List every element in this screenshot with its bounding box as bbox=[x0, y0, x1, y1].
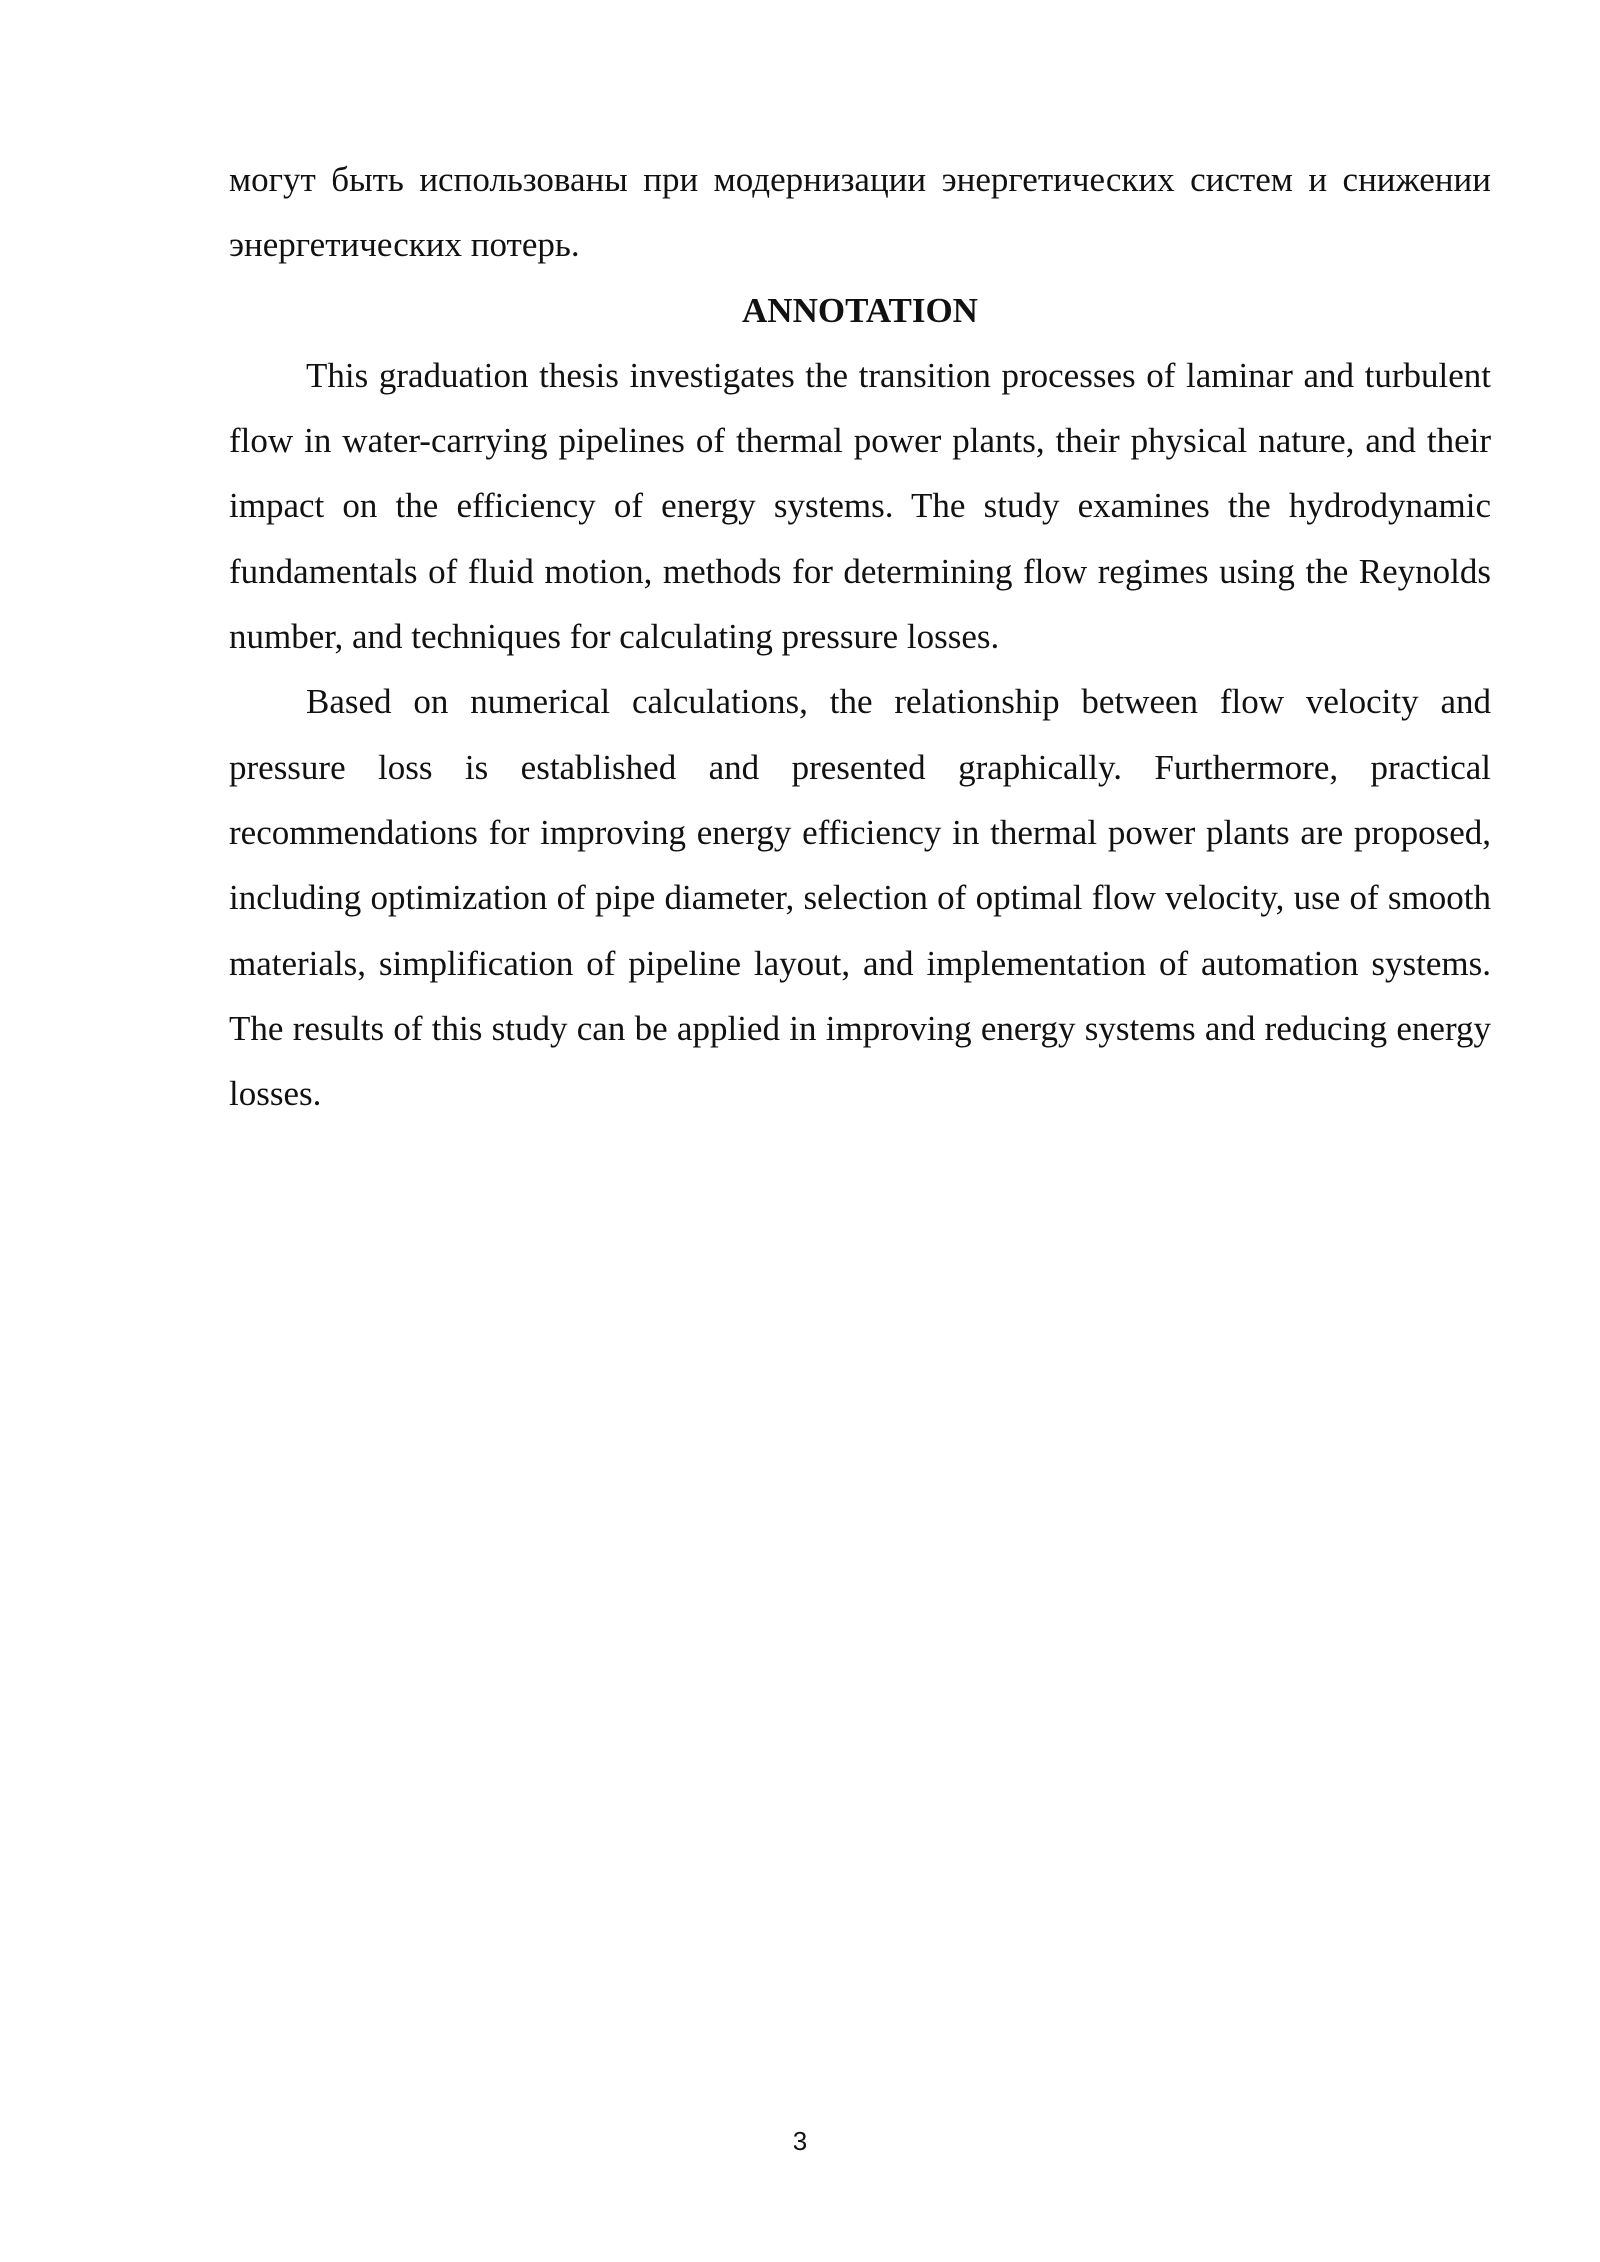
page-number: 3 bbox=[792, 2126, 808, 2156]
document-page bbox=[229, 147, 1491, 1126]
annotation-paragraph-2: Based on numerical calculations, the relationship between flow velocity and pressure loss is established and presented graphically. Furthermore, practical recommendations for improving energy efficiency in thermal power plants are proposed, including optimization of pipe diameter, selection of optimal flow velocity, use of smooth materials, simplification of pipeline layout, and implementation of automation systems. The results of this study can be applied in improving energy systems and reducing energy losses. bbox=[229, 682, 1491, 1114]
annotation-paragraph-1: This graduation thesis investigates the transition processes of laminar and turbulent flow in water-carrying pipelines of thermal power plants, their physical nature, and their impact on the efficiency of energy systems. The study examines the hydrodynamic fundamentals of fluid motion, methods for determining flow regimes using the Reynolds number, and techniques for calculating pressure losses. bbox=[229, 355, 1491, 657]
annotation-heading: ANNOTATION bbox=[742, 290, 978, 330]
continued-paragraph: могут быть использованы при модернизации энергетических систем и снижении энергетических потерь. bbox=[229, 160, 1491, 265]
